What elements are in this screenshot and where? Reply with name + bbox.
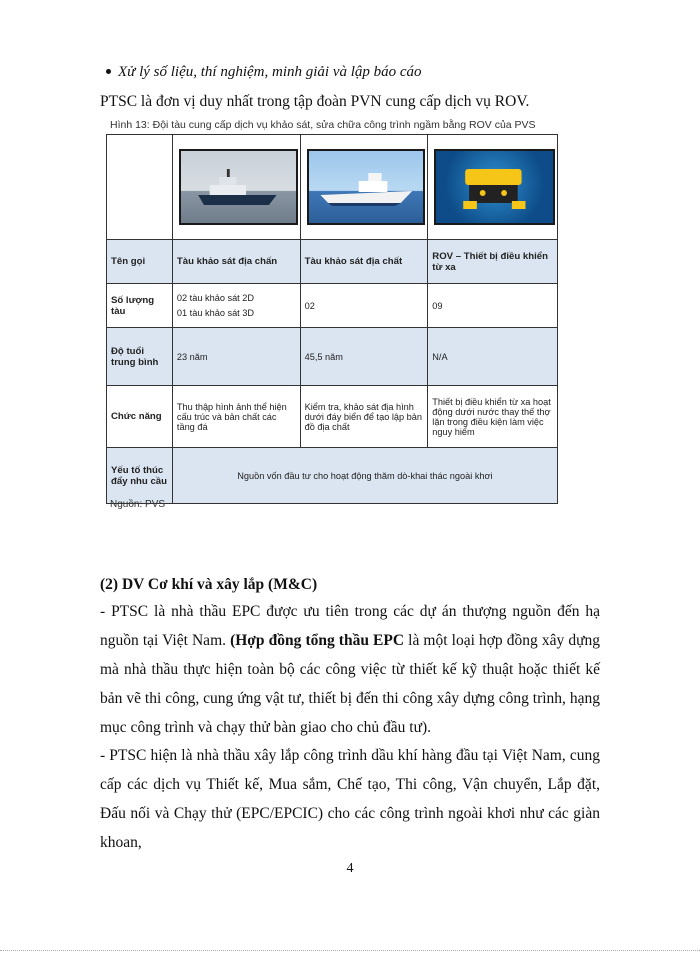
table-row (107, 386, 558, 448)
intro-paragraph: PTSC là đơn vị duy nhất trong tập đoàn PVN cung cấp dịch vụ ROV. (100, 93, 530, 110)
table-cell: Tàu khảo sát địa chất (300, 240, 428, 284)
table-cell: ROV – Thiết bị điều khiển từ xa (428, 240, 558, 284)
row-label: Số lượng tàu (107, 284, 173, 328)
paragraph-text: là một loại hợp đồng xây dựng mà nhà thầu thực hiện toàn bộ các công việc từ thiết kế kỹ thuật hoặc thiết kế bản vẽ thi công, cung ứng vật tư, thiết bị đến thi công xây dựng công trình, hạng mục công trình và chạy thử bàn giao cho chủ đầu tư). (100, 632, 600, 736)
table-row (107, 328, 558, 386)
paragraph-epc (100, 597, 600, 742)
image-cell (172, 135, 300, 240)
table-cell: 09 (428, 284, 558, 328)
table-cell: N/A (428, 328, 558, 386)
row-label: Yếu tố thúc đẩy nhu cầu (107, 448, 173, 504)
seismic-survey-ship-photo (179, 149, 298, 225)
table-cell: Tàu khảo sát địa chấn (172, 240, 300, 284)
bullet-item (118, 64, 422, 81)
table-cell: Thiết bị điều khiển từ xa hoạt động dưới nước thay thế thợ lặn trong điều kiện làm việc nguy hiểm (428, 386, 558, 448)
table-cell: 45,5 năm (300, 328, 428, 386)
paragraph-bold-text: (Hợp đồng tổng thầu EPC (230, 632, 405, 649)
row-label: Tên gọi (107, 240, 173, 284)
table-row (107, 284, 558, 328)
page-number: 4 (346, 861, 354, 876)
bullet-dot-icon (106, 69, 111, 74)
table-cell (172, 284, 300, 328)
cell-line: 02 tàu khảo sát 2D (176, 293, 255, 303)
table-cell: Kiểm tra, khảo sát địa hình dưới đáy biển để tạo lập bản đồ địa chất (300, 386, 428, 448)
table-cell: 02 (300, 284, 428, 328)
table-cell: 23 năm (172, 328, 300, 386)
cell-line: 01 tàu khảo sát 3D (176, 308, 255, 318)
table-cell: Thu thập hình ảnh thể hiện cấu trúc và bản chất các tầng đá (172, 386, 300, 448)
geological-survey-ship-photo (307, 149, 426, 225)
fleet-table (106, 134, 558, 504)
image-cell (428, 135, 558, 240)
row-label: Độ tuổi trung bình (107, 328, 173, 386)
table-row (107, 240, 558, 284)
figure-source: Nguồn: PVS (110, 499, 166, 510)
page-bottom-divider (0, 950, 700, 951)
table-image-row (107, 135, 558, 240)
bullet-text: Xử lý số liệu, thí nghiệm, minh giải và lập báo cáo (118, 64, 422, 80)
figure-caption: Hình 13: Đội tàu cung cấp dịch vụ khảo sát, sửa chữa công trình ngầm bằng ROV của PVS (110, 119, 536, 131)
table-cell-merged: Nguồn vốn đầu tư cho hoạt động thăm dò-khai thác ngoài khơi (172, 448, 557, 504)
rov-photo (434, 149, 555, 225)
section-title: (2) DV Cơ khí và xây lắp (M&C) (100, 576, 318, 593)
row-label: Chức năng (107, 386, 173, 448)
table-corner-cell (107, 135, 173, 240)
paragraph-construction: - PTSC hiện là nhà thầu xây lắp công trình dầu khí hàng đầu tại Việt Nam, cung cấp các dịch vụ Thiết kế, Mua sắm, Chế tạo, Thi công, Vận chuyển, Lắp đặt, Đấu nối và Chạy thử (EPC/EPCIC) cho các công trình ngoài khơi như các giàn khoan, (100, 747, 600, 851)
paragraph-text: - PTSC là nhà thầu EPC được ưu tiên trong các dự án thượng nguồn đến hạ nguồn tại Việt Nam. (100, 603, 600, 649)
table-row (107, 448, 558, 504)
image-cell (300, 135, 428, 240)
